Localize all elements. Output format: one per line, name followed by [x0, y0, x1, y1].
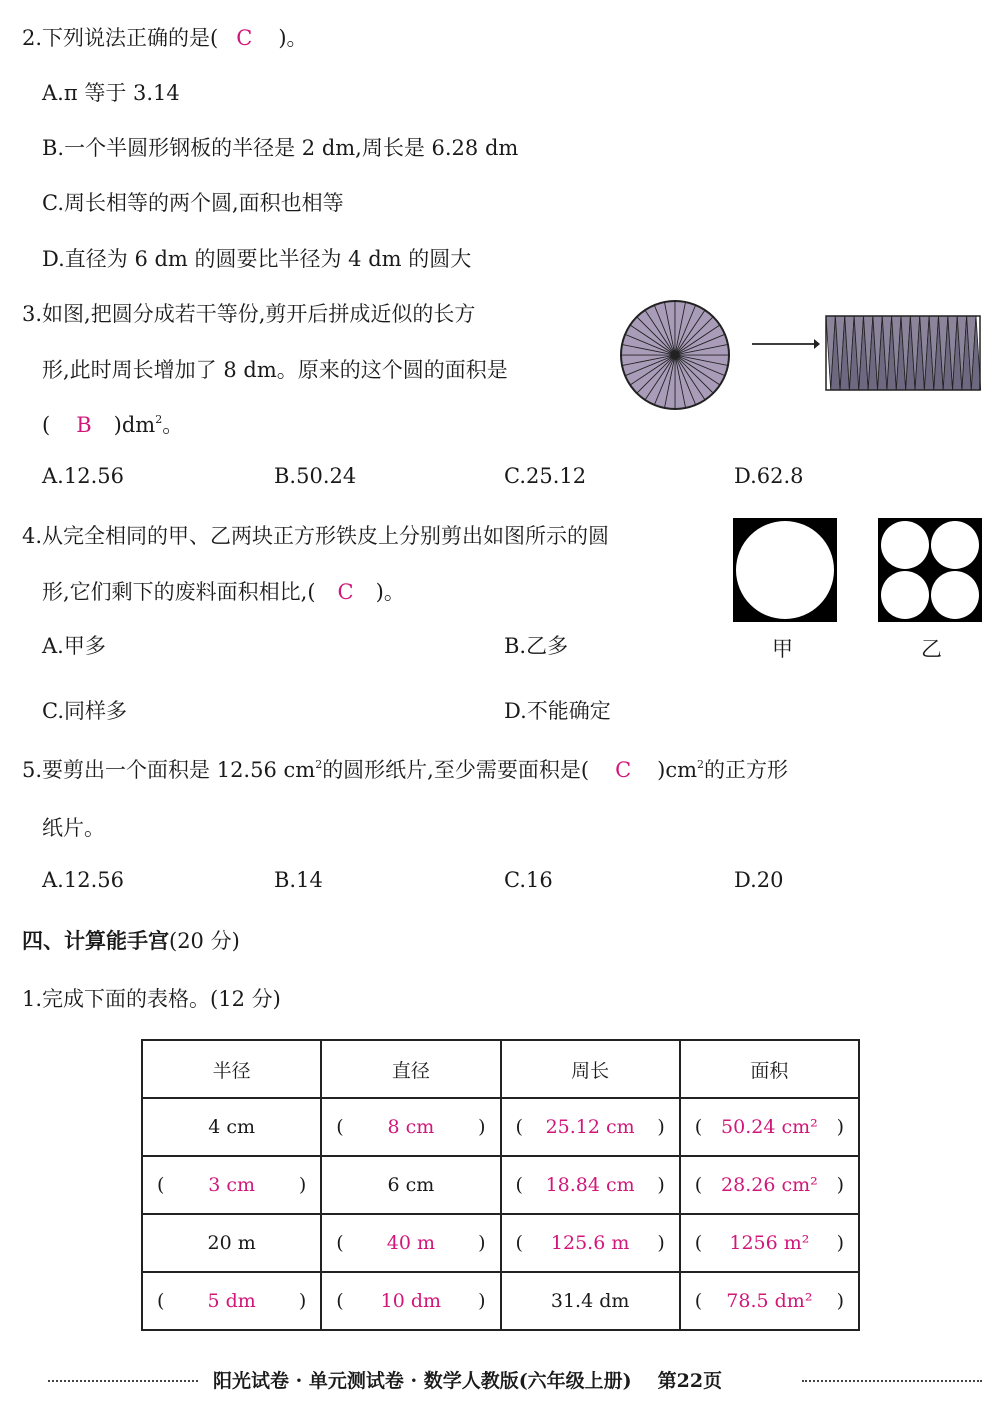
q5-sup2: 2: [697, 758, 705, 771]
given-value: 20 m: [207, 1232, 256, 1254]
q4-option-b: B.乙多: [504, 634, 569, 658]
q2-stem-post: )。: [278, 26, 308, 50]
figure-label-jia: 甲: [772, 637, 793, 661]
q3-answer-line: [42, 409, 183, 439]
q5-line1: [22, 754, 788, 784]
q5-line2: 纸片。: [42, 816, 105, 840]
q3-sup: 2: [155, 413, 163, 426]
figure-label-yi: 乙: [921, 637, 942, 661]
given-value: 6 cm: [387, 1174, 435, 1196]
q2-answer: C: [236, 26, 253, 50]
q2-option-b: B.一个半圆形钢板的半径是 2 dm,周长是 6.28 dm: [42, 136, 519, 160]
sectored-circle-figure: [614, 299, 736, 411]
table-cell-diameter: ( 10 dm ): [321, 1272, 500, 1330]
q4-line2: [42, 576, 405, 606]
header-radius: 半径: [142, 1040, 321, 1098]
table-cell-radius: ( 5 dm ): [142, 1272, 321, 1330]
table-header-row: [142, 1040, 859, 1098]
section-4-heading: [22, 925, 240, 955]
q5-line1-mid: 的圆形纸片,至少需要面积是(: [322, 758, 590, 782]
q5-option-a: A.12.56: [42, 868, 124, 892]
q3-option-c: C.25.12: [504, 464, 587, 488]
q4-line2-post: )。: [375, 580, 405, 604]
answer-value: 1256 m²: [729, 1232, 810, 1254]
q4-line1: 4.从完全相同的甲、乙两块正方形铁皮上分别剪出如图所示的圆: [22, 524, 610, 548]
q2-option-a: A.π 等于 3.14: [42, 81, 180, 105]
table-cell-diameter: ( 40 m ): [321, 1214, 500, 1272]
rearranged-rectangle-figure: [822, 314, 982, 392]
q3-option-a: A.12.56: [42, 464, 124, 488]
q4-option-d: D.不能确定: [504, 699, 611, 723]
q2-stem: [22, 22, 308, 52]
q4-answer: C: [337, 580, 354, 604]
q2-stem-pre: 2.下列说法正确的是(: [22, 26, 219, 50]
q4-option-c: C.同样多: [42, 699, 127, 723]
q2-option-c: C.周长相等的两个圆,面积也相等: [42, 191, 344, 215]
figure-yi: [878, 518, 982, 622]
header-area: 面积: [680, 1040, 859, 1098]
table-body: [142, 1098, 859, 1330]
given-value: 31.4 dm: [550, 1290, 630, 1312]
answer-value: 25.12 cm: [545, 1116, 635, 1138]
footer-rule-left: [48, 1380, 198, 1382]
answer-value: 10 dm: [380, 1290, 442, 1312]
figure-jia: [733, 518, 837, 622]
answer-value: 8 cm: [387, 1116, 435, 1138]
q3-option-b: B.50.24: [274, 464, 357, 488]
footer: [213, 1366, 722, 1393]
q3-option-d: D.62.8: [734, 464, 804, 488]
table-cell-circumference: ( 125.6 m ): [501, 1214, 680, 1272]
table-cell-area: ( 1256 m² ): [680, 1214, 859, 1272]
q5-line1-tail: 的正方形: [704, 758, 789, 782]
table-cell-area: ( 28.26 cm² ): [680, 1156, 859, 1214]
q4-option-a: A.甲多: [42, 634, 106, 658]
circle-measurements-table: [141, 1039, 860, 1331]
section-4-title: 四、计算能手宫: [22, 928, 169, 953]
arrow-icon: [750, 336, 820, 352]
rectangle-teeth: [826, 316, 981, 390]
table-cell-circumference: ( 25.12 cm ): [501, 1098, 680, 1156]
q3-line2: 形,此时周长增加了 8 dm。原来的这个圆的面积是: [42, 358, 508, 382]
table-cell-radius: [142, 1098, 321, 1156]
table-cell-diameter: [321, 1156, 500, 1214]
table-cell-diameter: ( 8 cm ): [321, 1098, 500, 1156]
q4-line2-pre: 形,它们剩下的废料面积相比,(: [42, 580, 316, 604]
q5-option-d: D.20: [734, 868, 784, 892]
footer-page: 第22页: [657, 1370, 723, 1392]
table-cell-area: ( 78.5 dm² ): [680, 1272, 859, 1330]
table-cell-area: ( 50.24 cm² ): [680, 1098, 859, 1156]
q5-line1-post: )cm: [657, 758, 698, 782]
answer-value: 40 m: [386, 1232, 435, 1254]
section-4-score: (20 分): [169, 929, 240, 953]
table-row: [142, 1098, 859, 1156]
footer-title: 阳光试卷 · 单元测试卷 · 数学人教版(六年级上册): [213, 1370, 632, 1392]
section-4-sub1: 1.完成下面的表格。(12 分): [22, 987, 281, 1011]
q2-option-d: D.直径为 6 dm 的圆要比半径为 4 dm 的圆大: [42, 247, 472, 271]
header-diameter: 直径: [321, 1040, 500, 1098]
q5-option-b: B.14: [274, 868, 323, 892]
table-cell-radius: ( 3 cm ): [142, 1156, 321, 1214]
table-row: [142, 1272, 859, 1330]
answer-value: 28.26 cm²: [721, 1174, 818, 1196]
q3-close: )dm: [113, 413, 156, 437]
footer-rule-right: [802, 1380, 982, 1382]
table-row: [142, 1156, 859, 1214]
q5-option-c: C.16: [504, 868, 553, 892]
answer-value: 3 cm: [208, 1174, 256, 1196]
q3-answer: B: [76, 413, 92, 437]
table-row: [142, 1214, 859, 1272]
q3-open: (: [42, 413, 51, 437]
table-cell-circumference: ( 18.84 cm ): [501, 1156, 680, 1214]
table-cell-circumference: [501, 1272, 680, 1330]
q5-answer: C: [615, 758, 632, 782]
q3-tail: 。: [162, 413, 184, 437]
header-circumference: 周长: [501, 1040, 680, 1098]
answer-value: 5 dm: [207, 1290, 256, 1312]
answer-value: 78.5 dm²: [726, 1290, 813, 1312]
q5-sup1: 2: [315, 758, 323, 771]
answer-value: 18.84 cm: [545, 1174, 635, 1196]
answer-value: 125.6 m: [550, 1232, 630, 1254]
q5-line1-pre: 5.要剪出一个面积是 12.56 cm: [22, 758, 316, 782]
given-value: 4 cm: [208, 1116, 256, 1138]
table-cell-radius: [142, 1214, 321, 1272]
answer-value: 50.24 cm²: [721, 1116, 818, 1138]
q3-line1: 3.如图,把圆分成若干等份,剪开后拼成近似的长方: [22, 302, 476, 326]
